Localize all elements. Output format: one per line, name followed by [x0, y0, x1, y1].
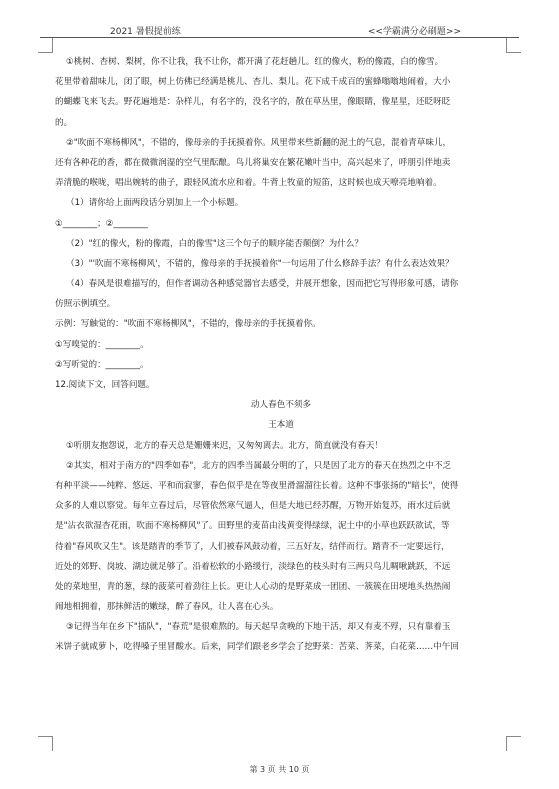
text-line: 有种平淡——纯粹、悠远、平和而寂寥，春色似乎是在等夜里滑溜溜往长着。这种不事张扬的"暗长"，使得 [55, 480, 459, 491]
text-line: ②写听觉的：________。 [55, 359, 149, 370]
text-line: 12.阅读下文，回答问题。 [55, 380, 155, 390]
text-line: 闹地相拥着，那抹鲜活的嫩绿，醉了春风，让人喜在心头。 [55, 602, 279, 613]
text-line: 仿照示例填空。 [55, 299, 116, 310]
text-line: 近处的郊野、岗坡、湖边就足够了。沿着松软的小路缓行，淡绿色的枝头时有三两只鸟儿啁啾跳跃，不远 [55, 561, 451, 572]
corner-mark-bottom-left [38, 736, 53, 751]
text-line: ③记得当年在乡下"插队"，"春荒"是很难熬的。每天起早贪晚的下地干活，却又有麦不殍，只有靠着玉 [66, 622, 451, 633]
text-line: 处的菜地里，青的葱，绿的菠菜可着劲往上长。更让人心动的是野菜成一团团、一簇簇在田埂地头热热闹 [55, 581, 451, 592]
text-line: 弄清脆的喉咙，唱出婉转的曲子，跟轻风流水应和着。牛背上牧童的短笛，这时候也成天嘹亮地响着。 [55, 178, 442, 189]
page-footer: 第 3 页 共 10 页 [249, 765, 310, 774]
text-line: 众多的人难以察觉。每年立春过后，尽管依然寒气逼人，但是大地已经苏醒，万物开始复苏，雨水过后就 [55, 501, 451, 512]
text-line: 待着"春风吹又生"。该是踏青的季节了，人们被春风鼓动着，三五好友，结伴而行。踏青不一定要远行， [55, 541, 450, 552]
text-line: （1）请你给上面两段话分别加上一个小标题。 [66, 198, 244, 209]
header-rule [40, 37, 519, 38]
text-line: ②其实，相对于南方的"四季如春"，北方的四季当属最分明的了，只是因了北方的春天在热烈之中不乏 [66, 460, 452, 471]
corner-mark-top-right [506, 38, 521, 53]
text-line: ①桃树、杏树、梨树，你不让我，我不让你，都开满了花赶趟儿。红的像火，粉的像霞，白的像雪。 [66, 57, 444, 67]
text-line: ①听朋友抱怨说，北方的春天总是姗姗来迟，又匆匆离去。北方，简直就没有春天！ [66, 440, 384, 451]
text-line: （4）春风是很难描写的，但作者调动各种感觉器官去感受，并展开想象，因而把它写得形象可感，请你 [66, 279, 459, 290]
text-line: 花里带着甜味儿，闭了眼，树上仿佛已经满是桃儿、杏儿、梨儿。花下成千成百的蜜蜂嗡嗡地闹着，大小 [55, 77, 451, 88]
text-line: 还有各种花的香，都在微微润湿的空气里酝酿。鸟儿将巢安在繁花嫩叶当中，高兴起来了，呼朋引伴地卖 [55, 157, 451, 168]
article-heading-line: 王本道 [268, 420, 294, 431]
text-line: 米饼子就咸萝卜，吃得嗓子里冒酸水。后来，同学们跟老乡学会了挖野菜：苦菜、荠菜，白花菜……中午回 [55, 642, 459, 653]
text-line: 的。 [55, 117, 73, 128]
header-left-title: 2021 暑假提前练 [110, 27, 181, 37]
text-line: （2）"红的像火，粉的像霞，白的像雪"这三个句子的顺序能否颠倒？为什么？ [66, 238, 363, 249]
text-line: 示例：写触觉的："吹面不寒杨柳风"，不错的，像母亲的手抚摸着你。 [55, 319, 321, 330]
text-line: 是"沾衣欲湿杏花雨，吹面不寒杨柳风"了。田野里的麦苗由浅黄变得绿绿，泥土中的小草也跃跃欲试，等 [55, 521, 450, 532]
text-line: ①________；②________ [55, 218, 148, 229]
header-right-title: <<学霸满分必刷题>> [367, 27, 461, 37]
text-line: 的蝴蝶飞来飞去。野花遍地是：杂样儿，有名字的，没名字的，散在草丛里，像眼睛，像星星，还眨呀眨 [55, 97, 451, 108]
text-line: ②"吹面不寒杨柳风"，不错的，像母亲的手抚摸着你。风里带来些新翻的泥土的气息，混着青草味儿， [66, 137, 452, 148]
corner-mark-top-left [38, 38, 53, 53]
text-line: （3）"'吹面不寒杨柳风'，不错的，像母亲的手抚摸着你"一句运用了什么修辞手法？有什么表达效果？ [66, 258, 454, 269]
corner-mark-bottom-right [506, 736, 521, 751]
text-line: ①写嗅觉的：________。 [55, 339, 149, 350]
document-body [55, 52, 507, 658]
article-heading-line: 动人春色不须多 [250, 400, 312, 411]
